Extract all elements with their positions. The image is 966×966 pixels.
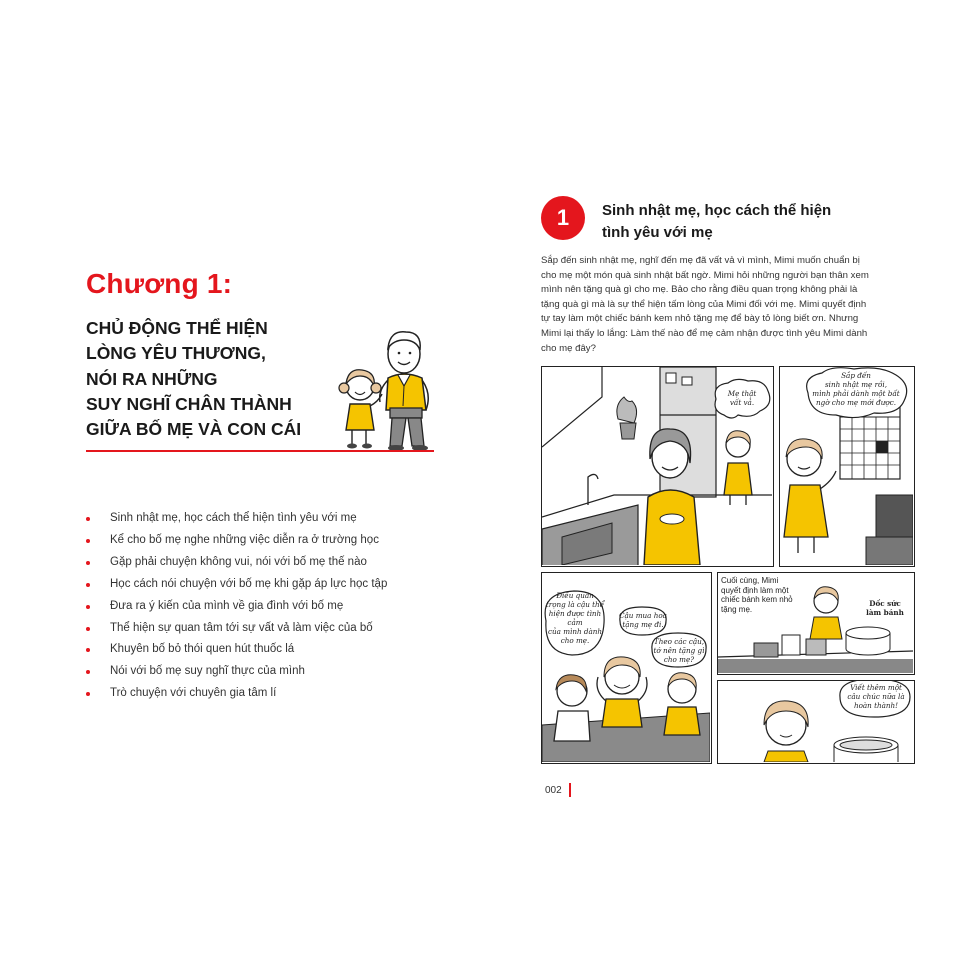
comic-panel-1 <box>541 366 774 567</box>
bubble-line: cho mẹ. <box>560 636 590 645</box>
caption-line: chiếc bánh kem nhỏ <box>721 595 793 605</box>
bullet-icon <box>86 539 90 543</box>
bubble-line: Viết thêm một <box>850 683 902 692</box>
page-number-divider <box>569 783 571 797</box>
panel-3-bubble-c <box>650 637 708 664</box>
body-line: tặng quà gì mà là sự thể hiện tấm lòng của Mimi đối với mẹ. Mimi quyết định <box>541 298 867 310</box>
list-item[interactable] <box>84 552 387 574</box>
list-item[interactable] <box>84 683 387 705</box>
body-line: Sắp đến sinh nhật mẹ, nghĩ đến mẹ đã vất vả vì mình, Mimi muốn chuẩn bị <box>541 255 860 266</box>
body-line: mình nên tặng quà gì cho mẹ. Bảo cho rằng điều quan trọng không phải là <box>541 284 858 296</box>
panel-5-bubble <box>840 683 912 710</box>
body-line: cho mẹ một món quà sinh nhật bất ngờ. Mimi hỏi những người bạn thân xem <box>541 269 869 281</box>
bullet-icon <box>86 561 90 565</box>
bullet-icon <box>86 648 90 652</box>
chapter-subtitle-line: CHỦ ĐỘNG THỂ HIỆN <box>86 318 268 338</box>
list-item-label: Khuyên bố bỏ thói quen hút thuốc lá <box>110 643 295 656</box>
chapter-subtitle <box>86 316 336 442</box>
bullet-icon <box>86 605 90 609</box>
bubble-line: Điều quan <box>556 591 594 600</box>
bubble-line: sinh nhật mẹ rồi, <box>824 380 888 389</box>
list-item-label: Trò chuyện với chuyên gia tâm lí <box>110 687 277 700</box>
panel-2-bubble <box>806 371 906 407</box>
comic-panel-5 <box>717 680 915 764</box>
bubble-line: ngờ cho mẹ mới được. <box>815 398 897 407</box>
bubble-line: vất vả. <box>729 398 755 407</box>
bubble-line: của mình dành <box>547 627 603 636</box>
section-body <box>541 254 913 356</box>
list-item[interactable] <box>84 574 387 596</box>
list-item[interactable] <box>84 618 387 640</box>
list-item-label: Nói với bố mẹ suy nghĩ thực của mình <box>110 665 305 678</box>
bubble-line: cho mẹ? <box>663 655 695 664</box>
body-line: Mimi lại thấy lo lắng: Làm thế nào để mẹ cảm nhận được tình yêu Mimi dành <box>541 327 868 339</box>
comic-panel-3 <box>541 572 712 764</box>
section-title-line: Sinh nhật mẹ, học cách thể hiện <box>602 202 832 219</box>
list-item[interactable] <box>84 508 387 530</box>
caption-line: quyết định làm một <box>721 585 789 595</box>
bubble-line: hoàn thành! <box>853 701 899 710</box>
bubble-line: mình phải dành một bất <box>812 389 900 398</box>
bubble-line: Mẹ thật <box>727 389 757 398</box>
list-item-label: Gặp phải chuyện không vui, nói với bố mẹ thế nào <box>110 555 367 568</box>
bubble-line: Cậu mua hoa <box>619 611 667 620</box>
bullet-icon <box>86 692 90 696</box>
bubble-line: hiện được tình cảm <box>548 609 602 627</box>
chapter-title: Chương 1: <box>86 268 233 299</box>
list-item[interactable] <box>84 530 387 552</box>
list-item-label: Sinh nhật mẹ, học cách thể hiện tình yêu với mẹ <box>110 512 357 524</box>
bubble-line: câu chúc nữa là <box>847 692 905 701</box>
bullet-icon <box>86 583 90 587</box>
chapter-subtitle-line: GIỮA BỐ MẸ VÀ CON CÁI <box>86 419 302 440</box>
bullet-icon <box>86 627 90 631</box>
bubble-line: Theo các cậu, <box>653 637 705 646</box>
section-title-line: tình yêu với mẹ <box>602 223 713 241</box>
list-item-label: Thể hiện sự quan tâm tới sự vất vả làm việc của bố <box>110 621 373 634</box>
page-number: 002 <box>545 785 562 796</box>
caption-line: tặng mẹ. <box>721 604 753 614</box>
father-daughter-illustration <box>330 318 442 454</box>
list-item-label: Học cách nói chuyện với bố mẹ khi gặp áp lực học tập <box>110 577 388 590</box>
panel-3-bubble-b <box>618 611 668 629</box>
sfx-line: làm bánh <box>866 608 904 617</box>
bubble-line: Sắp đến <box>841 371 871 380</box>
panel-4-sound-effect <box>858 599 912 617</box>
bubble-line: trọng là cậu thể <box>545 600 605 609</box>
panel-4-caption <box>721 576 821 614</box>
sfx-line: Dốc sức <box>869 599 901 608</box>
chapter-subtitle-line: SUY NGHĨ CHÂN THÀNH <box>86 393 292 414</box>
bullet-icon <box>86 670 90 674</box>
list-item[interactable] <box>84 596 387 618</box>
list-item-label: Kể cho bố mẹ nghe những việc diễn ra ở trường học <box>110 533 379 546</box>
body-line: tự tay làm một chiếc bánh kem nhỏ tặng mẹ để bày tỏ lòng biết ơn. Nhưng <box>541 313 859 325</box>
section-number-badge: 1 <box>541 196 585 240</box>
bubble-line: tớ nên tặng gì <box>653 646 705 655</box>
comic-panel-2 <box>779 366 915 567</box>
body-line: cho mẹ đây? <box>541 342 596 354</box>
section-title <box>602 200 892 243</box>
chapter-subtitle-line: NÓI RA NHỮNG <box>86 368 218 389</box>
caption-line: Cuối cùng, Mimi <box>721 576 779 585</box>
list-item[interactable] <box>84 639 387 661</box>
chapter-subtitle-line: LÒNG YÊU THƯƠNG, <box>86 343 266 364</box>
chapter-contents-list <box>84 508 387 705</box>
chapter-divider <box>86 450 434 452</box>
panel-3-bubble-a <box>541 591 609 645</box>
comic-panel-4 <box>717 572 915 675</box>
list-item-label: Đưa ra ý kiến của mình về gia đình với bố mẹ <box>110 599 344 612</box>
bullet-icon <box>86 517 90 521</box>
panel-1-bubble <box>716 389 768 407</box>
bubble-line: tặng mẹ đi. <box>622 620 664 629</box>
list-item[interactable] <box>84 661 387 683</box>
